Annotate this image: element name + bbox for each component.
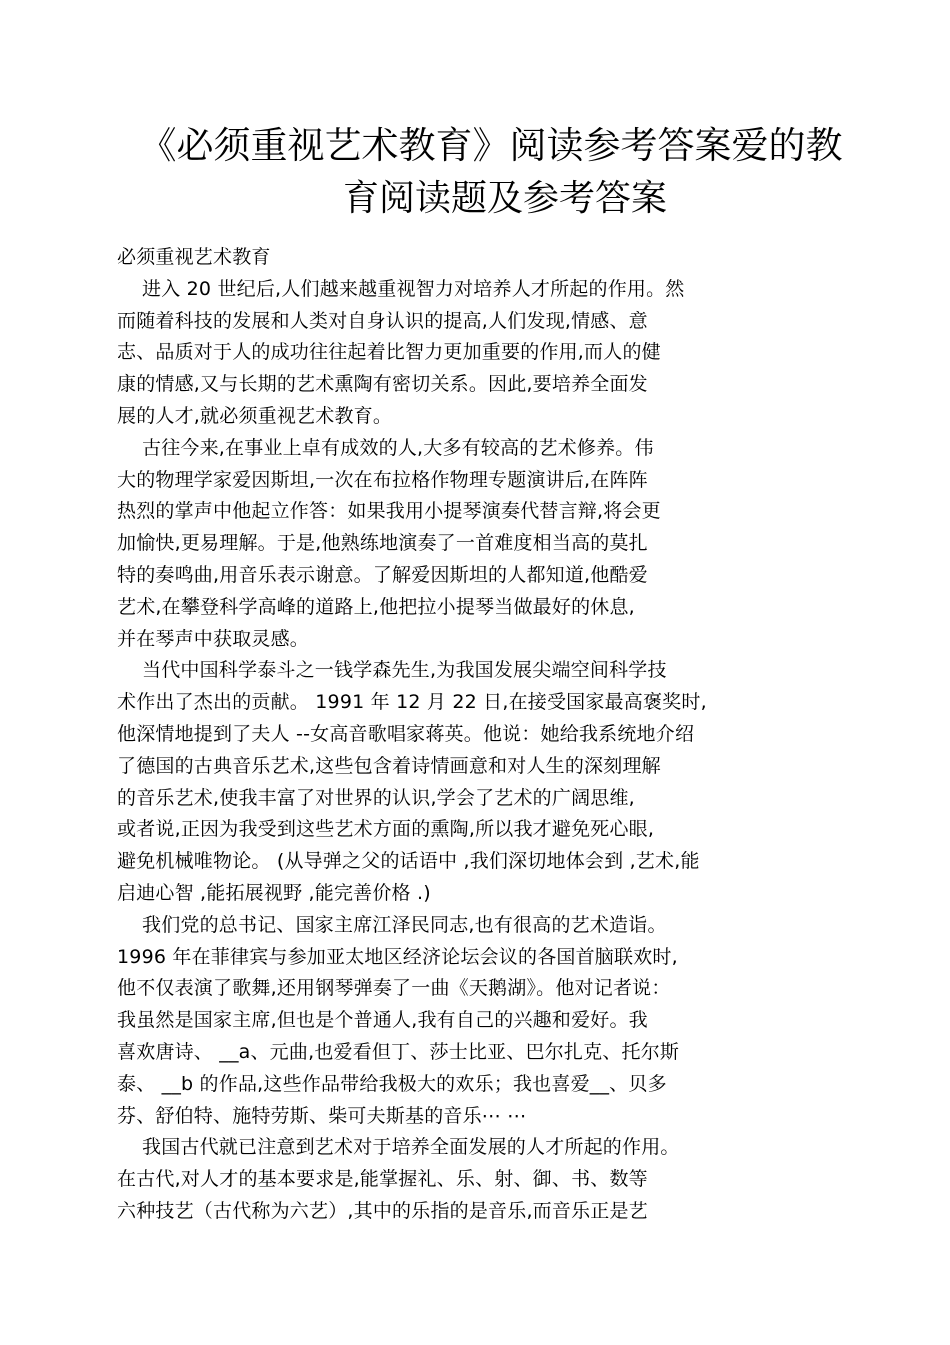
text-line: 避免机械唯物论。 (从导弹之父的话语中 ,我们深切地体会到 ,艺术,能	[117, 850, 700, 873]
section-heading: 必须重视艺术教育	[117, 246, 271, 268]
text-line: 喜欢唐诗、 __a、元曲,也爱看但丁、莎士比亚、巴尔扎克、托尔斯	[117, 1040, 680, 1063]
document-title-line-1: 《必须重视艺术教育》阅读参考答案爱的教	[139, 124, 843, 167]
text-line: 或者说,正因为我受到这些艺术方面的熏陶,所以我才避免死心眼,	[117, 818, 655, 841]
text-line: 泰、 __b 的作品,这些作品带给我极大的欢乐；我也喜爱__、贝多	[117, 1072, 667, 1095]
document-title-line-2: 育阅读题及参考答案	[342, 178, 667, 219]
text-line: 并在琴声中获取灵感。	[117, 627, 310, 650]
text-line: 大的物理学家爱因斯坦,一次在布拉格作物理专题演讲后,在阵阵	[117, 468, 648, 491]
text-line: 特的奏鸣曲,用音乐表示谢意。了解爱因斯坦的人都知道,他酷爱	[117, 563, 648, 586]
text-line: 我们党的总书记、国家主席江泽民同志,也有很高的艺术造诣。	[142, 913, 667, 936]
text-line: 在古代,对人才的基本要求是,能掌握礼、乐、射、御、书、数等	[117, 1168, 648, 1191]
text-line: 的音乐艺术,使我丰富了对世界的认识,学会了艺术的广阔思维,	[117, 786, 635, 809]
text-line: 术作出了杰出的贡献。 1991 年 12 月 22 日,在接受国家最高褒奖时,	[117, 691, 707, 714]
text-line: 我国古代就已注意到艺术对于培养全面发展的人才所起的作用。	[142, 1136, 680, 1159]
text-line: 加愉快,更易理解。于是,他熟练地演奏了一首难度相当高的莫扎	[117, 532, 648, 555]
text-line: 进入 20 世纪后,人们越来越重视智力对培养人才所起的作用。然	[142, 277, 685, 300]
text-line: 康的情感,又与长期的艺术熏陶有密切关系。因此,要培养全面发	[117, 373, 648, 396]
text-line: 展的人才,就必须重视艺术教育。	[117, 404, 393, 427]
text-line: 六种技艺（古代称为六艺）,其中的乐指的是音乐,而音乐正是艺	[117, 1199, 648, 1222]
text-line: 他深情地提到了夫人 --女高音歌唱家蒋英。他说：她给我系统地介绍	[117, 722, 695, 745]
text-line: 而随着科技的发展和人类对自身认识的提高,人们发现,情感、意	[117, 309, 648, 332]
text-line: 1996 年在菲律宾与参加亚太地区经济论坛会议的各国首脑联欢时,	[117, 945, 678, 968]
text-line: 当代中国科学泰斗之一钱学森先生,为我国发展尖端空间科学技	[142, 659, 667, 682]
text-line: 我虽然是国家主席,但也是个普通人,我有自己的兴趣和爱好。我	[117, 1009, 648, 1032]
text-line: 启迪心智 ,能拓展视野 ,能完善价格 .)	[117, 881, 431, 904]
text-line: 热烈的掌声中他起立作答：如果我用小提琴演奏代替言辩,将会更	[117, 500, 661, 523]
text-line: 志、品质对于人的成功往往起着比智力更加重要的作用,而人的健	[117, 341, 661, 364]
text-line: 艺术,在攀登科学高峰的道路上,他把拉小提琴当做最好的休息,	[117, 595, 635, 618]
text-line: 古往今来,在事业上卓有成效的人,大多有较高的艺术修养。伟	[142, 436, 654, 459]
text-line: 芬、舒伯特、施特劳斯、柴可夫斯基的音乐⋯ ⋯	[117, 1104, 527, 1127]
text-line: 了德国的古典音乐艺术,这些包含着诗情画意和对人生的深刻理解	[117, 754, 661, 777]
document-body	[117, 242, 837, 1228]
text-line: 他不仅表演了歌舞,还用钢琴弹奏了一曲《天鹅湖》。他对记者说：	[117, 977, 671, 1000]
